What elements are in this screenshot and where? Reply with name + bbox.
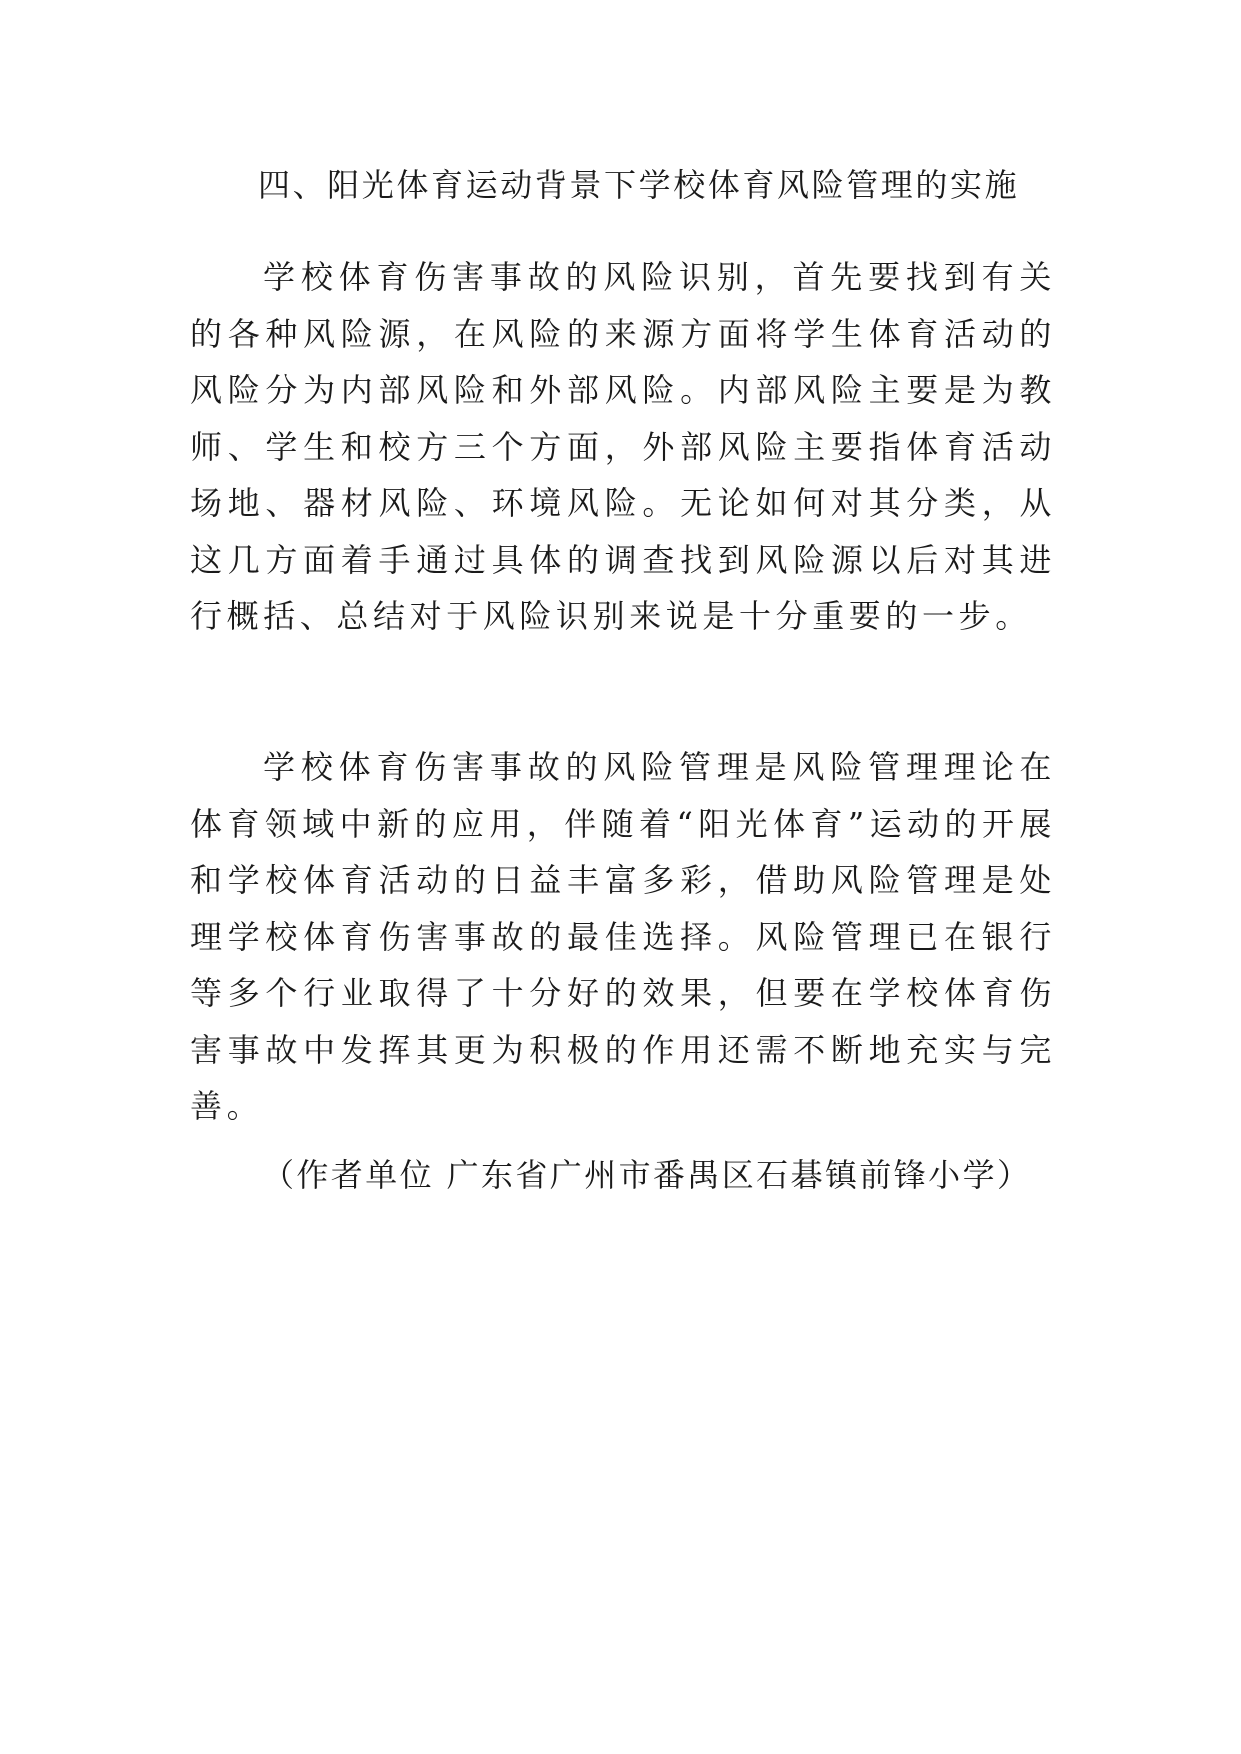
author-affiliation: （作者单位 广东省广州市番禺区石碁镇前锋小学） [262,1156,1032,1194]
body-paragraph-risk-management: 学校体育伤害事故的风险管理是风险管理理论在体育领域中新的应用，伴随着“阳光体育”运动的开展和学校体育活动的日益丰富多彩，借助风险管理是处理学校体育伤害事故的最佳选择。风险管理已在银行等多个行业取得了十分好的效果，但要在学校体育伤害事故中发挥其更为积极的作用还需不断地充实与完善。 [190,748,1056,1125]
section-heading: 四、阳光体育运动背景下学校体育风险管理的实施 [258,166,1020,204]
body-paragraph-risk-identification: 学校体育伤害事故的风险识别，首先要找到有关的各种风险源，在风险的来源方面将学生体育活动的风险分为内部风险和外部风险。内部风险主要是为教师、学生和校方三个方面，外部风险主要指体育活动场地、器材风险、环境风险。无论如何对其分类，从这几方面着手通过具体的调查找到风险源以后对其进行概括、总结对于风险识别来说是十分重要的一步。 [190,258,1056,635]
